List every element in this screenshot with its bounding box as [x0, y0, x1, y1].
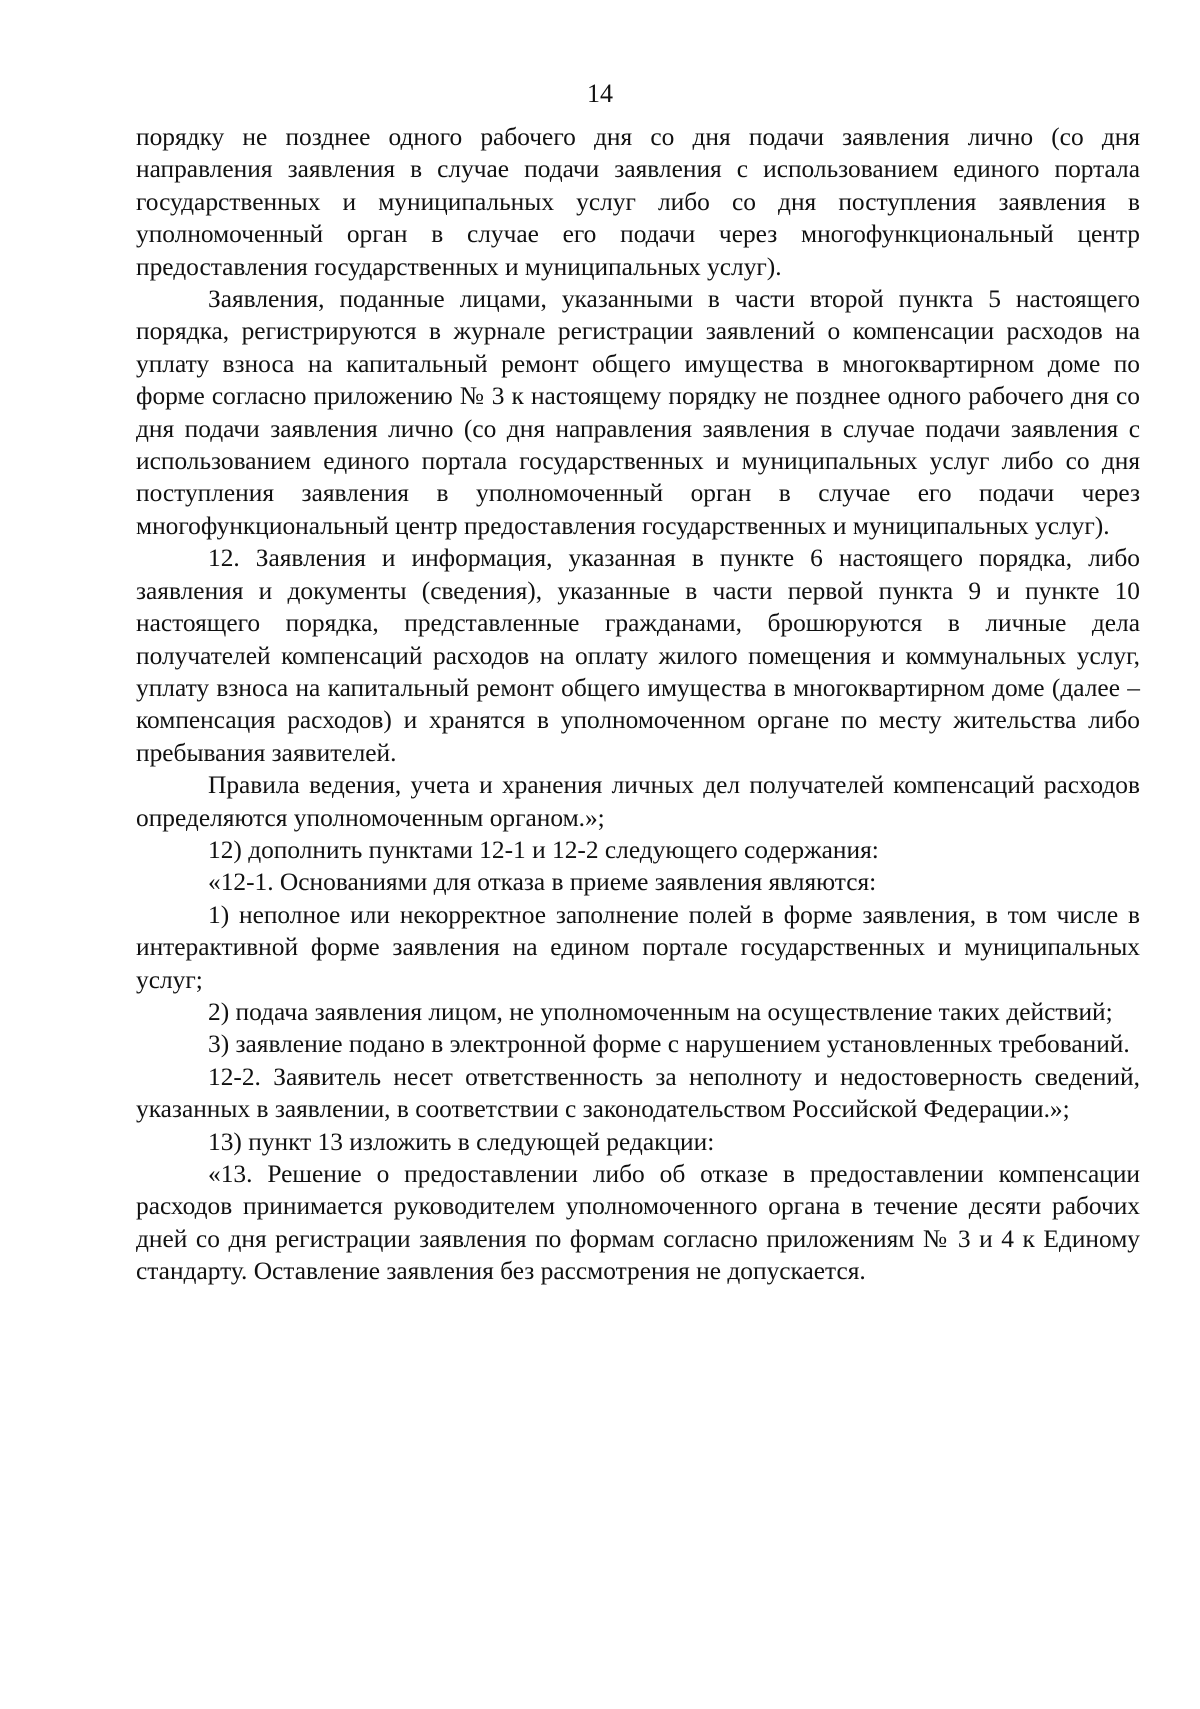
paragraph-amendment-13: 13) пункт 13 изложить в следующей редакции: [208, 1127, 715, 1156]
paragraph-reason-2: 2) подача заявления лицом, не уполномоченным на осуществление таких действий; [208, 997, 1113, 1026]
page-number: 14 [587, 79, 613, 108]
document-body [136, 121, 1140, 1288]
paragraph-reason-3: 3) заявление подано в электронной форме с нарушением установленных требований. [208, 1030, 1130, 1059]
paragraph-continuation: порядку не позднее одного рабочего дня со дня подачи заявления лично (со дня направления заявления в случае подачи заявления с использованием единого портала государственных и муниципальных услуг либо со дня поступления заявления в уполномоченный орган в случае его подачи через многофункциональный центр предоставления государственных и муниципальных услуг). [136, 123, 1140, 281]
paragraph-item-12-2: 12-2. Заявитель несет ответственность за неполноту и недостоверность сведений, указанных в заявлении, в соответствии с законодательством Российской Федерации.»; [136, 1062, 1140, 1124]
paragraph-applications-registration: Заявления, поданные лицами, указанными в части второй пункта 5 настоящего порядка, регистрируются в журнале регистрации заявлений о компенсации расходов на уплату взноса на капитальный ремонт общего имущества в многоквартирном доме по форме согласно приложению № 3 к настоящему порядку не позднее одного рабочего дня со дня подачи заявления лично (со дня направления заявления в случае подачи заявления с использованием единого портала государственных и муниципальных услуг либо со дня поступления заявления в уполномоченный орган в случае его подачи через многофункциональный центр предоставления государственных и муниципальных услуг). [136, 285, 1140, 540]
paragraph-item-13: «13. Решение о предоставлении либо об отказе в предоставлении компенсации расходов принимается руководителем уполномоченного органа в течение десяти рабочих дней со дня регистрации заявления по формам согласно приложениям № 3 и 4 к Единому стандарту. Оставление заявления без рассмотрения не допускается. [136, 1160, 1140, 1286]
paragraph-amendment-12: 12) дополнить пунктами 12-1 и 12-2 следующего содержания: [208, 835, 879, 864]
paragraph-reason-1: 1) неполное или некорректное заполнение полей в форме заявления, в том числе в интерактивной форме заявления на едином портале государственных и муниципальных услуг; [136, 900, 1140, 994]
paragraph-item-12-1: «12-1. Основаниями для отказа в приеме заявления являются: [208, 868, 877, 897]
paragraph-personal-files-rules: Правила ведения, учета и хранения личных дел получателей компенсаций расходов определяются уполномоченным органом.»; [136, 771, 1140, 832]
paragraph-item-12: 12. Заявления и информация, указанная в пункте 6 настоящего порядка, либо заявления и документы (сведения), указанные в части первой пункта 9 и пункте 10 настоящего порядка, представленные гражданами, брошюруются в личные дела получателей компенсаций расходов на оплату жилого помещения и коммунальных услуг, уплату взноса на капитальный ремонт общего имущества в многоквартирном доме (далее – компенсация расходов) и хранятся в уполномоченном органе по месту жительства либо пребывания заявителей. [136, 544, 1140, 767]
